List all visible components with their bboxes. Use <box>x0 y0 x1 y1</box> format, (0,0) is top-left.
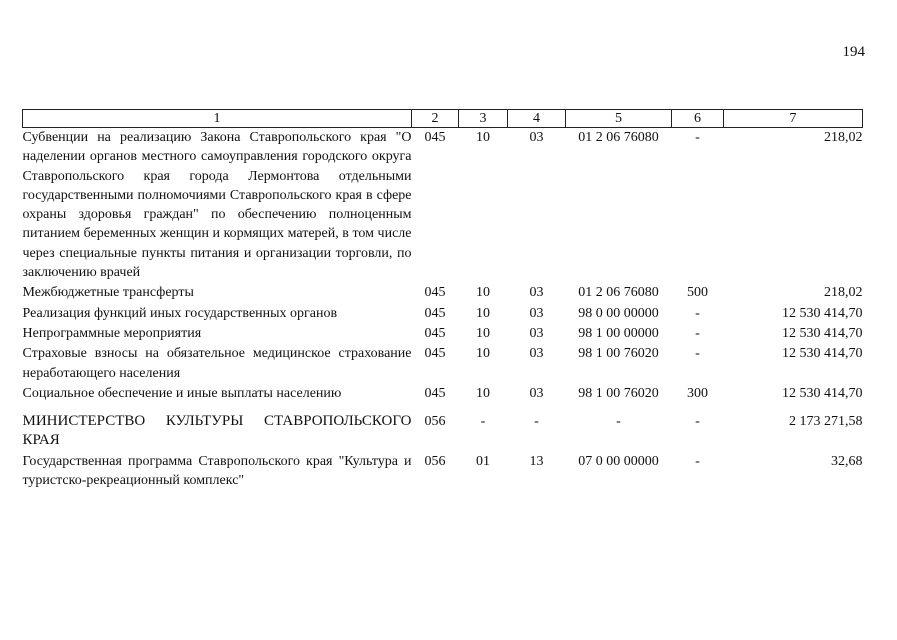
row-expense-type: - <box>695 130 700 145</box>
row-section: - <box>480 414 486 430</box>
row-amount: 12 530 414,70 <box>782 346 863 362</box>
row-subsection: 03 <box>529 325 544 341</box>
row-admin-code: 045 <box>424 305 446 321</box>
row-section: 10 <box>476 285 490 301</box>
row-section: 10 <box>476 130 490 145</box>
header-col-3: 3 <box>459 110 508 128</box>
row-target-code: - <box>616 414 621 430</box>
row-amount: 12 530 414,70 <box>782 385 863 401</box>
row-expense-type: - <box>695 305 700 321</box>
table-row <box>23 452 863 492</box>
row-name: Субвенции на реализацию Закона Ставропольского края "О наделении органов местного самоуправления городского округа Ставропольского края города Лермонтова отдельными государственными полномочиями Ставропольского края в сфере охраны здоровья граждан" по обеспечению полноценным питанием беременных женщин и кормящих матерей, в том числе через специальные пункты питания и организации торговли, по заключению врачей <box>22 130 412 281</box>
table-row <box>23 283 863 303</box>
row-section: 10 <box>476 385 490 401</box>
row-admin-code: 045 <box>424 346 446 362</box>
table-header <box>23 110 863 128</box>
row-target-code: 01 2 06 76080 <box>578 285 659 301</box>
row-expense-type: - <box>695 346 700 362</box>
row-target-code: 98 1 00 76020 <box>578 346 659 362</box>
row-amount: 218,02 <box>824 285 863 301</box>
table-row <box>23 344 863 384</box>
row-amount: 2 173 271,58 <box>789 414 863 430</box>
row-section: 01 <box>476 453 490 469</box>
row-expense-type: - <box>695 325 700 341</box>
row-amount: 218,02 <box>824 130 863 145</box>
table-row <box>23 384 863 404</box>
row-subsection: 03 <box>529 346 544 362</box>
header-col-4: 4 <box>508 110 566 128</box>
row-section: 10 <box>476 305 490 321</box>
row-target-code: 98 1 00 00000 <box>578 325 659 341</box>
table-row <box>23 324 863 344</box>
row-section: 10 <box>476 325 490 341</box>
row-amount: 12 530 414,70 <box>782 325 863 341</box>
row-expense-type: - <box>695 414 700 430</box>
budget-table <box>22 109 863 491</box>
row-subsection: 03 <box>529 385 544 401</box>
row-target-code: 98 1 00 76020 <box>578 385 659 401</box>
row-name: Социальное обеспечение и иные выплаты населению <box>22 385 342 401</box>
row-target-code: 98 0 00 00000 <box>578 305 659 321</box>
row-amount: 12 530 414,70 <box>782 305 863 321</box>
row-subsection: 03 <box>529 305 544 321</box>
header-col-7: 7 <box>724 110 863 128</box>
header-col-5: 5 <box>566 110 672 128</box>
page-number: 194 <box>842 44 865 60</box>
row-admin-code: 056 <box>424 414 446 430</box>
row-name: Государственная программа Ставропольского края "Культура и туристско-рекреационный комплекс" <box>22 453 412 489</box>
row-amount: 32,68 <box>831 453 863 469</box>
table-row <box>23 304 863 324</box>
row-subsection: - <box>534 414 539 430</box>
row-target-code: 07 0 00 00000 <box>578 453 659 469</box>
row-subsection: 03 <box>529 130 544 145</box>
row-expense-type: 500 <box>687 285 708 301</box>
row-name: Межбюджетные трансферты <box>22 285 194 301</box>
row-name: Страховые взносы на обязательное медицинское страхование неработающего населения <box>22 346 412 381</box>
row-admin-code: 045 <box>424 285 446 301</box>
row-name: Реализация функций иных государственных органов <box>22 305 338 321</box>
row-target-code: 01 2 06 76080 <box>578 130 659 145</box>
row-subsection: 13 <box>529 453 544 469</box>
row-name: МИНИСТЕРСТВО КУЛЬТУРЫ СТАВРОПОЛЬСКОГО КРАЯ <box>22 413 412 449</box>
row-expense-type: 300 <box>687 385 708 401</box>
row-subsection: 03 <box>529 285 544 301</box>
table-row <box>23 128 863 284</box>
table-row <box>23 404 863 452</box>
row-admin-code: 045 <box>424 325 446 341</box>
header-col-2: 2 <box>412 110 459 128</box>
row-admin-code: 045 <box>424 130 446 145</box>
row-admin-code: 045 <box>424 385 446 401</box>
row-admin-code: 056 <box>424 453 446 469</box>
header-col-1: 1 <box>23 110 412 128</box>
row-expense-type: - <box>695 453 700 469</box>
header-col-6: 6 <box>672 110 724 128</box>
row-section: 10 <box>476 346 490 362</box>
row-name: Непрограммные мероприятия <box>22 325 202 341</box>
